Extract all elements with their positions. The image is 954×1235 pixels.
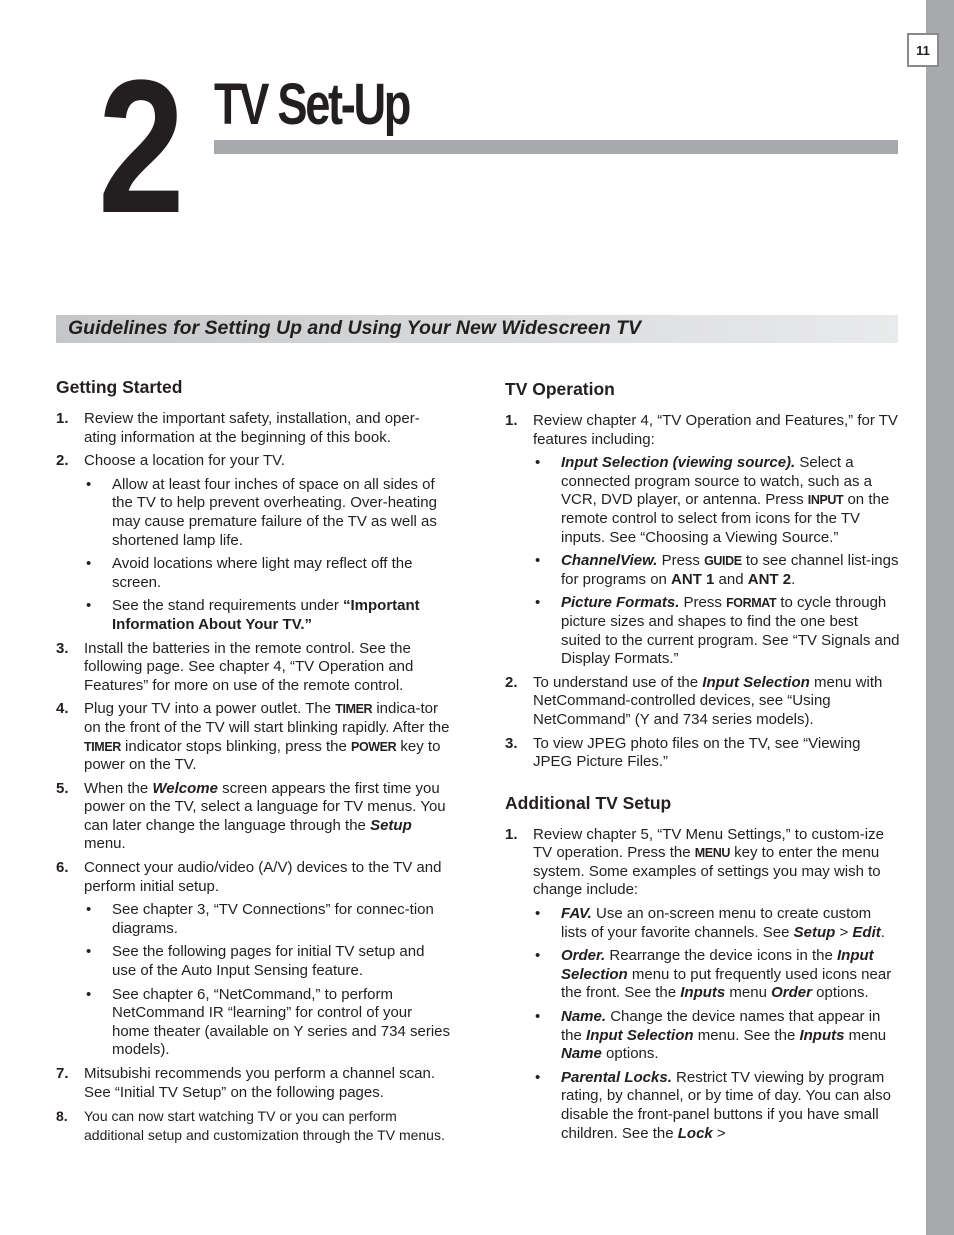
getting-started-heading: Getting Started	[56, 377, 183, 397]
step-text: key to power on the TV.	[84, 737, 441, 774]
step-4	[56, 700, 451, 774]
step-number: 3.	[56, 639, 69, 657]
step-text: indicator stops blinking, press the	[120, 737, 352, 755]
bullet-text: >	[712, 1124, 726, 1142]
bullet-text: See chapter 6, “NetCommand,” to perform NetCommand IR “learning” for control of your home theater (available on Y series and 734 series models).	[112, 985, 450, 1059]
feature-term: ChannelView.	[561, 552, 658, 570]
bullet-text: menu. See the	[693, 1026, 800, 1044]
menu-term: Inputs	[680, 984, 726, 1002]
additional-setup-steps	[505, 826, 900, 1144]
bullet-marker: •	[535, 905, 541, 923]
title-rule	[214, 140, 898, 154]
step-8	[56, 1107, 451, 1144]
feature-term: Input Selection (viewing source).	[561, 454, 796, 472]
bullet-item	[533, 1069, 900, 1143]
left-column	[56, 376, 451, 1149]
bullet-item	[533, 1008, 900, 1064]
bullet-item	[84, 555, 451, 592]
tv-operation-heading: TV Operation	[505, 379, 615, 399]
chapter-title: TV Set-Up	[214, 72, 410, 137]
feature-term: Order.	[561, 947, 606, 965]
bullet-marker: •	[86, 555, 92, 573]
bullet-emphasis: “Important Information About Your TV.”	[112, 597, 420, 633]
step-text: screen appears the first time you power on the TV, select a language for TV menus. You can later change the language through the	[84, 779, 446, 834]
bullet-text: Allow at least four inches of space on all sides of the TV to help prevent overheating. Over-heating may cause premature failure of the TV as well as shortened lamp life.	[112, 475, 437, 549]
bullet-text: menu to put frequently used icons near the front. See the	[561, 965, 892, 1002]
bullet-text: Rearrange the device icons in the	[605, 947, 837, 965]
step-text: menu with NetCommand-controlled devices, see “Using NetCommand” (Y and 734 series models).	[533, 673, 883, 728]
bullet-text: on the remote control to select from icons for the TV inputs. See “Choosing a Viewing Source.”	[561, 491, 890, 546]
right-column	[505, 378, 900, 1148]
step-text: Review chapter 4, “TV Operation and Features,” for TV features including:	[533, 412, 898, 448]
step-number: 7.	[56, 1065, 69, 1082]
step-text: indica-tor on the front of the TV will start blinking rapidly. After the	[84, 700, 450, 736]
bullet-item	[84, 597, 451, 634]
menu-term: Order	[771, 984, 812, 1002]
bullet-list	[533, 905, 900, 1143]
key-timer: TIMER	[84, 739, 121, 754]
bullet-text: to see channel list-ings for programs on	[561, 552, 899, 588]
bullet-text: See the following pages for initial TV setup and use of the Auto Input Sensing feature.	[112, 943, 425, 980]
bullet-text: Avoid locations where light may reflect off the screen.	[112, 555, 413, 591]
bullet-text: Press	[657, 552, 705, 570]
step-5	[56, 780, 451, 854]
bullet-item	[533, 454, 900, 547]
bullet-marker: •	[86, 985, 92, 1003]
step-number: 1.	[505, 412, 518, 429]
getting-started-steps	[56, 410, 451, 1144]
menu-term: Edit	[852, 923, 881, 941]
bullet-text: options.	[601, 1045, 659, 1063]
bullet-text: See the stand requirements under	[112, 597, 343, 615]
bullet-list	[533, 454, 900, 669]
step-7	[56, 1065, 451, 1102]
menu-term: Setup	[793, 923, 836, 941]
menu-term: Name	[561, 1045, 602, 1063]
step-text: menu.	[84, 835, 126, 853]
bullet-item	[533, 947, 900, 1003]
step-6	[56, 859, 451, 1060]
step-number: 5.	[56, 779, 69, 797]
bullet-text: .	[880, 923, 885, 941]
bullet-text: >	[835, 923, 853, 941]
bullet-text: menu	[844, 1026, 887, 1044]
bullet-text: .	[791, 570, 796, 588]
menu-term: Setup	[370, 816, 412, 834]
bullet-marker: •	[86, 901, 92, 919]
bullet-marker: •	[535, 1068, 541, 1086]
bullet-marker: •	[86, 597, 92, 615]
bullet-text: to cycle through picture sizes and shapes to find the one best suited to the current program. See “TV Signals and Display Formats.”	[561, 594, 900, 668]
step-1	[56, 410, 451, 447]
bullet-item	[533, 905, 900, 942]
menu-term: Input Selection	[702, 673, 810, 691]
step-text: Install the batteries in the remote control. See the following page. See chapter 4, “TV Operation and Features” for more on use of the remote control.	[84, 639, 414, 694]
feature-term: Parental Locks.	[561, 1068, 672, 1086]
menu-term: Input Selection	[561, 947, 874, 983]
menu-term: Welcome	[152, 779, 218, 797]
bullet-text: Restrict TV viewing by program rating, by channel, or by time of day. You can also disable the front-panel buttons if you have small children. See the	[561, 1068, 891, 1142]
step-text: To understand use of the	[533, 673, 703, 691]
step-text: To view JPEG photo files on the TV, see “Viewing JPEG Picture Files.”	[533, 734, 861, 771]
bullet-text: and	[714, 570, 748, 588]
bullet-text: menu	[725, 984, 772, 1002]
bullet-text: See chapter 3, “TV Connections” for connec-tion diagrams.	[112, 901, 434, 937]
ant2-label: ANT 2	[747, 570, 792, 588]
step-1	[505, 412, 900, 669]
ant1-label: ANT 1	[671, 570, 715, 588]
step-text: Plug your TV into a power outlet. The	[84, 700, 336, 718]
bullet-list	[84, 476, 451, 635]
menu-term: Lock	[677, 1124, 713, 1142]
step-text: Review chapter 5, “TV Menu Settings,” to custom-ize TV operation. Press the	[533, 825, 884, 862]
step-3	[505, 735, 900, 772]
key-guide: GUIDE	[704, 554, 742, 569]
bullet-marker: •	[86, 475, 92, 493]
step-text: Review the important safety, installation, and oper-ating information at the beginning of this book.	[84, 410, 420, 446]
bullet-marker: •	[86, 943, 92, 961]
section-heading: Guidelines for Setting Up and Using Your New Widescreen TV	[68, 317, 641, 339]
step-text: Choose a location for your TV.	[84, 452, 285, 470]
feature-term: Name.	[561, 1008, 607, 1026]
step-number: 3.	[505, 734, 518, 752]
additional-setup-heading: Additional TV Setup	[505, 792, 672, 813]
bullet-text: options.	[811, 984, 869, 1002]
bullet-item	[84, 943, 451, 980]
bullet-item	[84, 476, 451, 550]
step-text: You can now start watching TV or you can perform additional setup and customization through the TV menus.	[84, 1108, 445, 1143]
tv-operation-steps	[505, 412, 900, 772]
bullet-marker: •	[535, 947, 541, 965]
step-2	[56, 452, 451, 634]
feature-term: FAV.	[561, 905, 592, 923]
bullet-text: Change the device names that appear in the	[561, 1008, 881, 1044]
step-text: key to enter the menu system. Some examples of settings you may wish to change include:	[533, 844, 881, 899]
bullet-marker: •	[535, 552, 541, 570]
key-menu: MENU	[694, 846, 730, 861]
step-3	[56, 640, 451, 696]
bullet-marker: •	[535, 454, 541, 472]
key-timer: TIMER	[335, 702, 373, 717]
step-number: 4.	[56, 700, 69, 718]
bullet-text: Use an on-screen menu to create custom lists of your favorite channels. See	[561, 905, 872, 941]
page-edge-bar	[926, 0, 954, 1235]
bullet-list	[84, 901, 451, 1060]
bullet-item	[533, 552, 900, 589]
bullet-marker: •	[535, 1008, 541, 1026]
step-number: 1.	[505, 825, 518, 843]
key-power: POWER	[351, 739, 397, 754]
menu-term: Inputs	[799, 1026, 845, 1044]
step-1	[505, 826, 900, 1144]
bullet-item	[84, 901, 451, 938]
feature-term: Picture Formats.	[561, 594, 680, 612]
step-number: 1.	[56, 410, 69, 427]
step-text: When the	[84, 779, 153, 797]
step-number: 2.	[505, 673, 518, 691]
step-text: Mitsubishi recommends you perform a channel scan. See “Initial TV Setup” on the following pages.	[84, 1065, 435, 1101]
bullet-item	[533, 594, 900, 668]
step-number: 8.	[56, 1108, 68, 1125]
bullet-marker: •	[535, 594, 541, 612]
menu-term: Input Selection	[586, 1026, 694, 1044]
page-number: 11	[907, 33, 939, 67]
bullet-text: Select a connected program source to watch, such as a VCR, DVD player, or antenna. Press	[561, 454, 873, 509]
key-format: FORMAT	[726, 596, 777, 611]
step-text: Connect your audio/video (A/V) devices to the TV and perform initial setup.	[84, 859, 442, 895]
bullet-item	[84, 986, 451, 1060]
step-2	[505, 674, 900, 730]
step-number: 6.	[56, 859, 69, 877]
key-input: INPUT	[807, 493, 844, 508]
step-number: 2.	[56, 452, 69, 470]
chapter-number: 2	[98, 41, 177, 253]
bullet-text: Press	[679, 594, 727, 612]
